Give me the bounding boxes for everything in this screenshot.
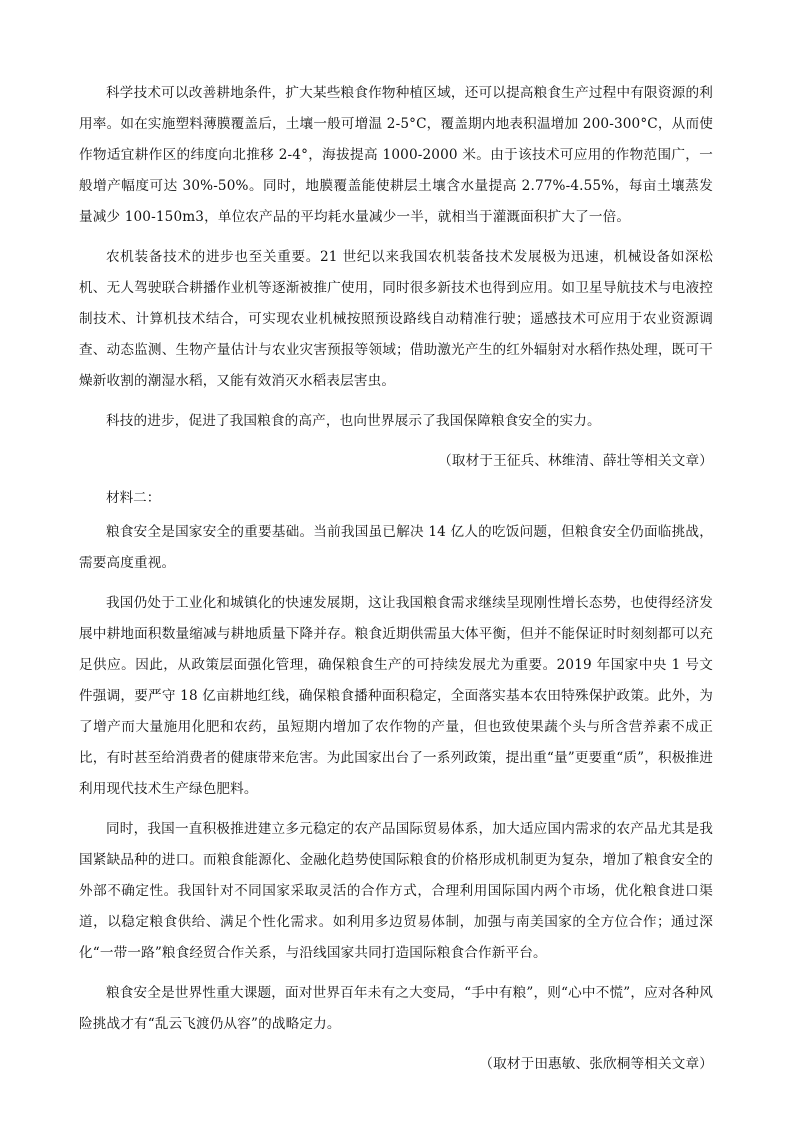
source-citation-2: （取材于田惠敏、张欣桐等相关文章） xyxy=(479,1056,713,1072)
paragraph-international-trade: 同时，我国一直积极推进建立多元稳定的农产品国际贸易体系，加大适应国内需求的农产品尤其是我国紧缺品种的进口。而粮食能源化、金融化趋势使国际粮食的价格形成机制更为复杂，增加了粮食安全的外部不确定性。我国针对不同国家采取灵活的合作方式，合理利用国际国内两个市场，优化粮食进口渠道，以稳定粮食供给、满足个性化需求。如利用多边贸易体制，加强与南美国家的全方位合作；通过深化“一带一路”粮食经贸合作关系，与沿线国家共同打造国际粮食合作新平台。 xyxy=(79,821,713,961)
document-body xyxy=(79,78,713,1086)
paragraph-farmland-technology: 科学技术可以改善耕地条件，扩大某些粮食作物种植区域，还可以提高粮食生产过程中有限资源的利用率。如在实施塑料薄膜覆盖后，土壤一般可增温 2-5°C，覆盖期内地表积温增加 200-300°C，从而使作物适宜耕作区的纬度向北推移 2-4°，海拔提高 1000-2000 米。由于该技术可应用的作物范围广，一般增产幅度可达 30%-50%。同时，地膜覆盖能使耕层土壤含水量提高 2.77%-4.55%，每亩土壤蒸发量减少 100-150m3，单位农产品的平均耗水量减少一半，就相当于灌溉面积扩大了一倍。 xyxy=(79,85,713,225)
paragraph-technology-progress: 科技的进步，促进了我国粮食的高产，也向世界展示了我国保障粮食安全的实力。 xyxy=(106,413,601,429)
source-citation-1: （取材于王征兵、林维清、薛壮等相关文章） xyxy=(438,453,713,469)
material-2-heading: 材料二： xyxy=(106,490,161,506)
paragraph-industrialization-farmland: 我国仍处于工业化和城镇化的快速发展期，这让我国粮食需求继续呈现刚性增长态势，也使得经济发展中耕地面积数量缩减与耕地质量下降并存。粮食近期供需虽大体平衡，但并不能保证时时刻刻都可以充足供应。因此，从政策层面强化管理，确保粮食生产的可持续发展尤为重要。2019 年国家中央 1 号文件强调，要严守 18 亿亩耕地红线，确保粮食播种面积稳定，全面落实基本农田特殊保护政策。此外，为了增产而大量施用化肥和农药，虽短期内增加了农作物的产量，但也致使果蔬个头与所含营养素不成正比，有时甚至给消费者的健康带来危害。为此国家出台了一系列政策，提出重“量”更要重“质”，积极推进利用现代技术生产绿色肥料。 xyxy=(79,595,713,797)
paragraph-global-issue: 粮食安全是世界性重大课题，面对世界百年未有之大变局，“手中有粮”，则“心中不慌”，应对各种风险挑战才有“乱云飞渡仍从容”的战略定力。 xyxy=(79,985,713,1032)
paragraph-agricultural-machinery: 农机装备技术的进步也至关重要。21 世纪以来我国农机装备技术发展极为迅速，机械设备如深松机、无人驾驶联合耕播作业机等逐渐被推广使用，同时很多新技术也得到应用。如卫星导航技术与电液控制技术、计算机技术结合，可实现农业机械按照预设路线自动精准行驶；遥感技术可应用于农业资源调查、动态监测、生物产量估计与农业灾害预报等领域；借助激光产生的红外辐射对水稻作热处理，既可干燥新收割的潮湿水稻，又能有效消灭水稻表层害虫。 xyxy=(79,249,713,389)
paragraph-food-security-basis: 粮食安全是国家安全的重要基础。当前我国虽已解决 14 亿人的吃饭问题，但粮食安全仍面临挑战，需要高度重视。 xyxy=(79,524,713,571)
